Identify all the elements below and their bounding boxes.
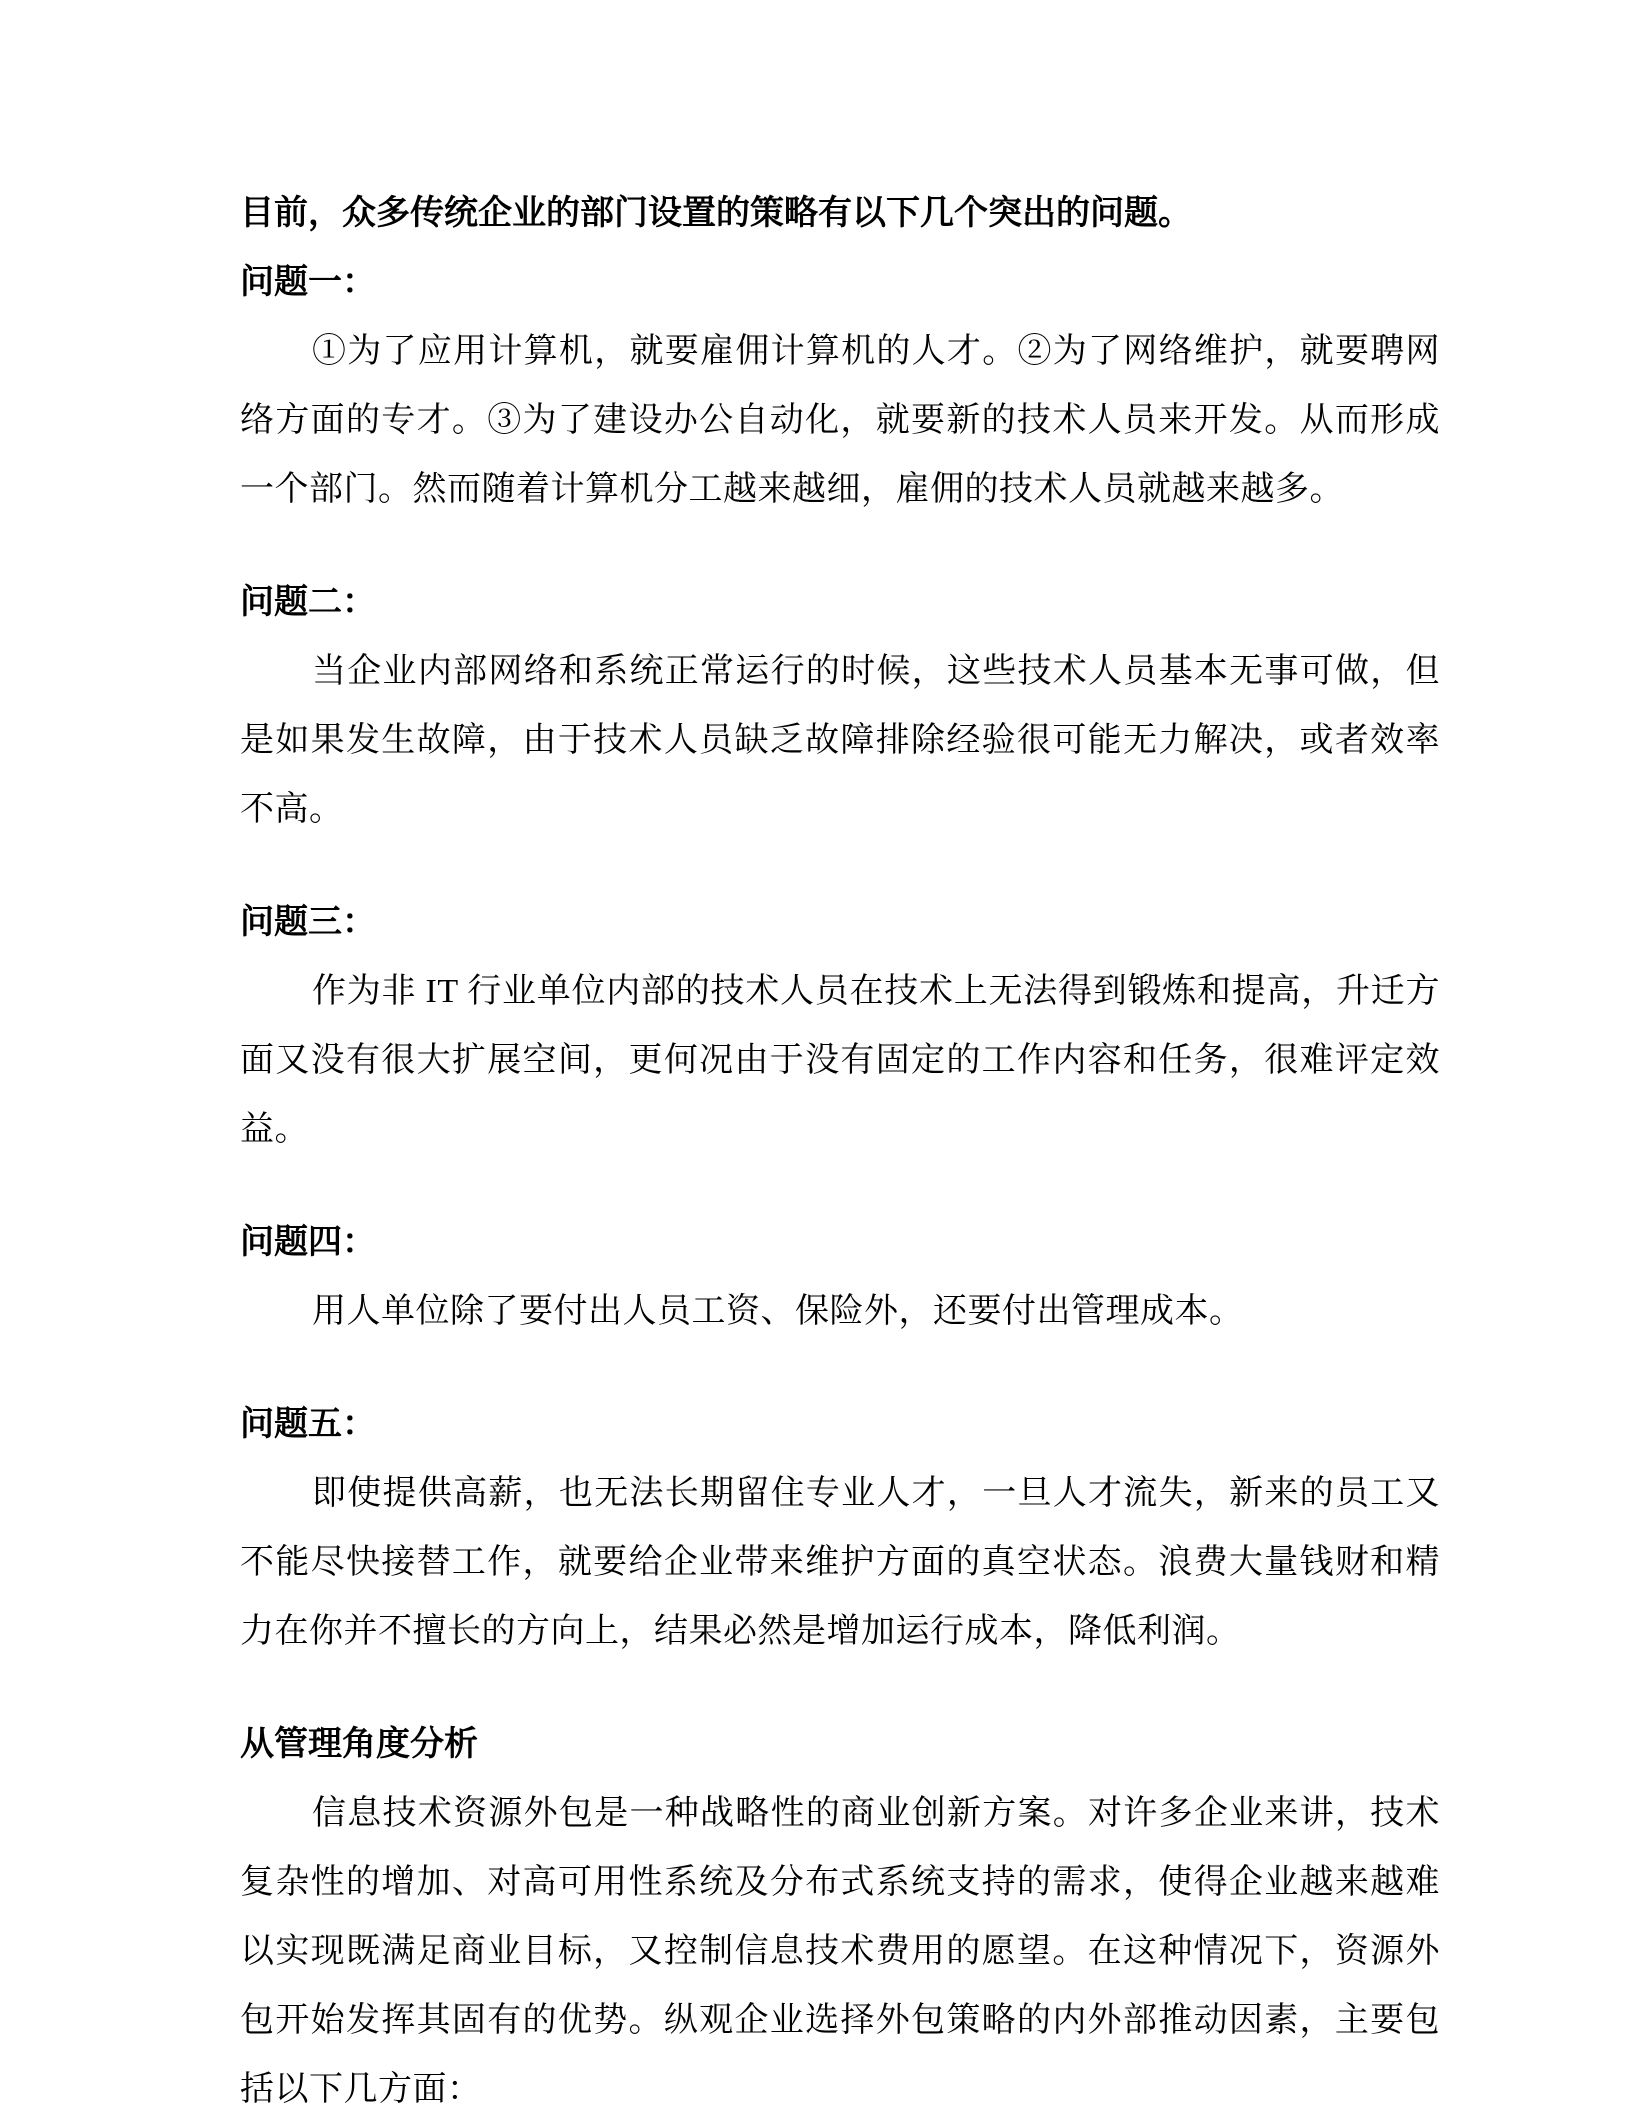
section-problem-5: [240, 1390, 1440, 1666]
section-problem-2: [240, 568, 1440, 844]
section-heading-problem-5: 问题五：: [240, 1406, 376, 1443]
section-body-problem-2: 当企业内部网络和系统正常运行的时候，这些技术人员基本无事可做，但是如果发生故障，由于技术人员缺乏故障排除经验很可能无力解决，或者效率不高。: [240, 653, 1440, 828]
section-body-problem-4: 用人单位除了要付出人员工资、保险外，还要付出管理成本。: [312, 1293, 1244, 1330]
section-body-problem-3: 作为非 IT 行业单位内部的技术人员在技术上无法得到锻炼和提高，升迁方面又没有很大扩展空间，更何况由于没有固定的工作内容和任务，很难评定效益。: [240, 973, 1440, 1148]
section-problem-1: [240, 248, 1440, 524]
section-heading-problem-4: 问题四：: [240, 1224, 376, 1261]
section-management-analysis: [240, 1710, 1440, 2112]
section-heading-problem-2: 问题二：: [240, 584, 376, 621]
section-problem-4: [240, 1208, 1440, 1346]
intro-paragraph: 目前，众多传统企业的部门设置的策略有以下几个突出的问题。: [240, 195, 1192, 232]
section-heading-problem-3: 问题三：: [240, 904, 376, 941]
section-body-problem-1: ①为了应用计算机，就要雇佣计算机的人才。②为了网络维护，就要聘网络方面的专才。③为了建设办公自动化，就要新的技术人员来开发。从而形成一个部门。然而随着计算机分工越来越细，雇佣的技术人员就越来越多。: [240, 333, 1440, 508]
section-body-management-analysis: 信息技术资源外包是一种战略性的商业创新方案。对许多企业来讲，技术复杂性的增加、对高可用性系统及分布式系统支持的需求，使得企业越来越难以实现既满足商业目标，又控制信息技术费用的愿望。在这种情况下，资源外包开始发挥其固有的优势。纵观企业选择外包策略的内外部推动因素，主要包括以下几方面：: [240, 1795, 1440, 2108]
section-body-problem-5: 即使提供高薪，也无法长期留住专业人才，一旦人才流失，新来的员工又不能尽快接替工作，就要给企业带来维护方面的真空状态。浪费大量钱财和精力在你并不擅长的方向上，结果必然是增加运行成本，降低利润。: [240, 1475, 1440, 1650]
section-heading-problem-1: 问题一：: [240, 264, 376, 301]
section-heading-management-analysis: 从管理角度分析: [240, 1726, 478, 1763]
section-problem-3: [240, 888, 1440, 1164]
